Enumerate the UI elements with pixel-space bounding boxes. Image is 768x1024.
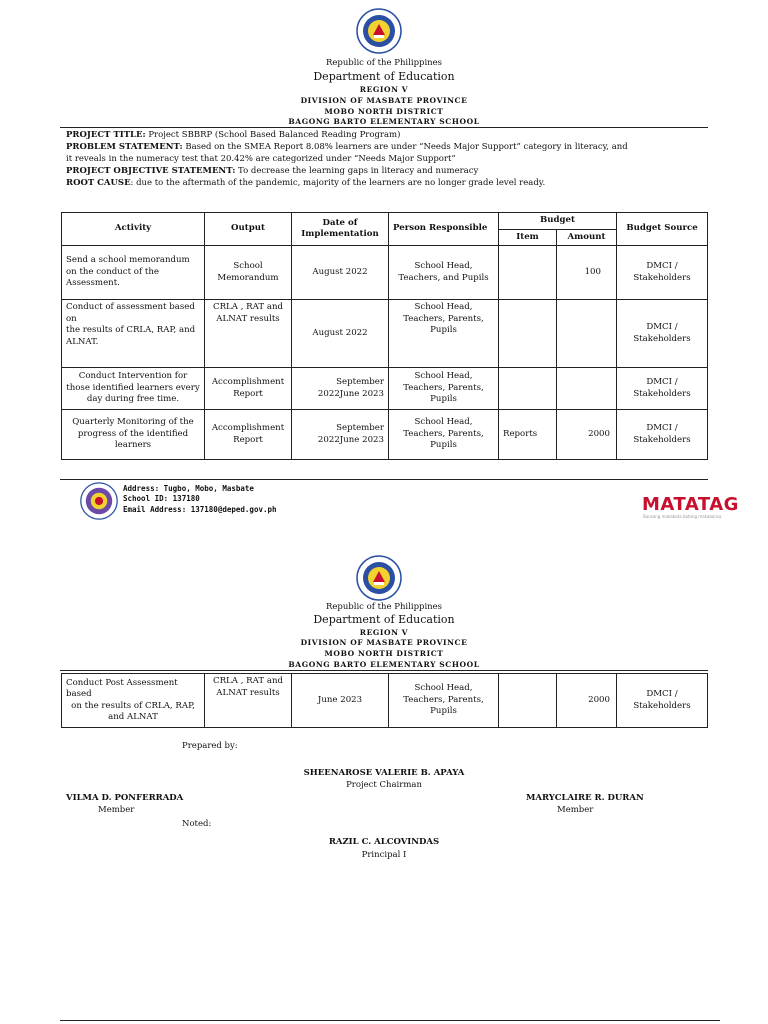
member2-name: MARYCLAIRE R. DURAN xyxy=(526,793,644,803)
member1-role: Member xyxy=(98,805,135,815)
problem-statement-line: PROBLEM STATEMENT: Based on the SMEA Report 8.08% learners are under “Needs Major Support” category in literacy, and xyxy=(66,142,628,152)
activity-line: ALNAT. xyxy=(66,336,99,347)
school-email: Email Address: 137180@deped.gov.ph xyxy=(123,505,277,514)
bottom-divider xyxy=(60,1020,720,1021)
prepared-by-label: Prepared by: xyxy=(182,741,238,751)
header-person: Person Responsible xyxy=(389,213,499,246)
matatag-logo-text: MATATAG xyxy=(642,494,739,515)
table-row xyxy=(62,246,708,300)
division-text: DIVISION OF MASBATE PROVINCE xyxy=(300,96,468,105)
source-cell: DMCI / Stakeholders xyxy=(617,674,708,728)
deped-seal-logo xyxy=(356,555,402,601)
activity-line: on the results of CRLA, RAP, and ALNAT xyxy=(71,700,195,722)
amount-cell: 2000 xyxy=(557,410,617,460)
item-cell xyxy=(499,246,557,300)
date-cell: September 2022June 2023 xyxy=(292,410,389,460)
output-cell: CRLA , RAT and ALNAT results xyxy=(205,300,292,368)
person-cell: School Head, Teachers, Parents, Pupils xyxy=(389,368,499,410)
deped-seal-logo xyxy=(356,8,402,54)
district-text: MOBO NORTH DISTRICT xyxy=(324,649,444,658)
activity-cell xyxy=(62,674,205,728)
header-source: Budget Source xyxy=(617,213,708,246)
school-seal-logo xyxy=(80,482,118,520)
department-text: Department of Education xyxy=(313,70,455,83)
school-text: BAGONG BARTO ELEMENTARY SCHOOL xyxy=(288,117,480,126)
principal-name: RAZIL C. ALCOVINDAS xyxy=(328,837,440,847)
principal-role: Principal I xyxy=(361,850,407,860)
amount-cell: 100 xyxy=(557,246,617,300)
header-divider xyxy=(60,670,708,671)
source-cell: DMCI / Stakeholders xyxy=(617,368,708,410)
date-cell: June 2023 xyxy=(292,674,389,728)
table-row xyxy=(62,674,708,728)
header-divider xyxy=(60,127,708,128)
continued-plan-table xyxy=(61,673,708,728)
table-row xyxy=(62,368,708,410)
date-cell: August 2022 xyxy=(292,300,389,368)
header-budget: Budget xyxy=(499,213,617,230)
date-cell: August 2022 xyxy=(292,246,389,300)
chair-role: Project Chairman xyxy=(346,780,422,790)
activity-cell: Conduct Intervention for those identified learners every day during free time. xyxy=(62,368,205,410)
output-cell: CRLA , RAT and ALNAT results xyxy=(205,674,292,728)
district-text: MOBO NORTH DISTRICT xyxy=(324,107,444,116)
person-cell: School Head, Teachers, Parents, Pupils xyxy=(389,674,499,728)
source-cell: DMCI / Stakeholders xyxy=(617,300,708,368)
activity-line: Conduct of assessment based on xyxy=(66,302,195,324)
item-cell xyxy=(499,368,557,410)
date-cell: September 2022June 2023 xyxy=(292,368,389,410)
republic-text: Republic of the Philippines xyxy=(325,58,443,68)
header-amount: Amount xyxy=(557,229,617,246)
matatag-tagline: Bansang makabata batang makabansa xyxy=(643,514,722,519)
source-cell: DMCI / Stakeholders xyxy=(617,410,708,460)
person-cell: School Head, Teachers, Parents, Pupils xyxy=(389,410,499,460)
person-cell: School Head, Teachers, Parents, Pupils xyxy=(389,300,499,368)
item-cell xyxy=(499,674,557,728)
member1-name: VILMA D. PONFERRADA xyxy=(66,793,184,803)
source-cell: DMCI / Stakeholders xyxy=(617,246,708,300)
header-output: Output xyxy=(205,213,292,246)
output-cell: School Memorandum xyxy=(205,246,292,300)
header-date: Date of Implementation xyxy=(292,213,389,246)
activity-cell xyxy=(62,300,205,368)
project-info xyxy=(66,129,706,189)
activity-cell: Send a school memorandum on the conduct of the Assessment. xyxy=(62,246,205,300)
member2-role: Member xyxy=(557,805,594,815)
objective-line: PROJECT OBJECTIVE STATEMENT: To decrease the learning gaps in literacy and numeracy xyxy=(66,166,479,176)
region-text: REGION V xyxy=(359,85,409,94)
action-plan-table xyxy=(61,212,708,460)
republic-text: Republic of the Philippines xyxy=(325,602,443,612)
chair-name: SHEENAROSE VALERIE B. APAYA xyxy=(303,768,465,778)
noted-label: Noted: xyxy=(182,819,212,829)
footer-divider xyxy=(60,479,708,480)
person-cell: School Head, Teachers, and Pupils xyxy=(389,246,499,300)
school-address: Address: Tugbo, Mobo, Masbate xyxy=(123,484,254,493)
output-cell: Accomplishment Report xyxy=(205,410,292,460)
header-activity: Activity xyxy=(62,213,205,246)
school-text: BAGONG BARTO ELEMENTARY SCHOOL xyxy=(288,660,480,669)
region-text: REGION V xyxy=(359,628,409,637)
root-cause-line: ROOT CAUSE: due to the aftermath of the pandemic, majority of the learners are no longer grade level ready. xyxy=(66,178,546,188)
problem-statement-line-2: it reveals in the numeracy test that 20.42% are categorized under “Needs Major Support” xyxy=(66,154,456,164)
activity-line: the results of CRLA, RAP, and xyxy=(66,325,196,335)
department-text: Department of Education xyxy=(313,613,455,626)
school-id: School ID: 137180 xyxy=(123,494,200,503)
activity-line: Conduct Post Assessment based xyxy=(66,677,178,699)
item-cell xyxy=(499,300,557,368)
amount-cell xyxy=(557,368,617,410)
output-cell: Accomplishment Report xyxy=(205,368,292,410)
activity-cell: Quarterly Monitoring of the progress of the identified learners xyxy=(62,410,205,460)
header-item: Item xyxy=(499,229,557,246)
amount-cell: 2000 xyxy=(557,674,617,728)
project-title-line: PROJECT TITLE: Project SBBRP (School Based Balanced Reading Program) xyxy=(66,130,401,140)
division-text: DIVISION OF MASBATE PROVINCE xyxy=(300,638,468,647)
item-cell: Reports xyxy=(499,410,557,460)
table-row xyxy=(62,300,708,368)
amount-cell xyxy=(557,300,617,368)
table-row xyxy=(62,410,708,460)
